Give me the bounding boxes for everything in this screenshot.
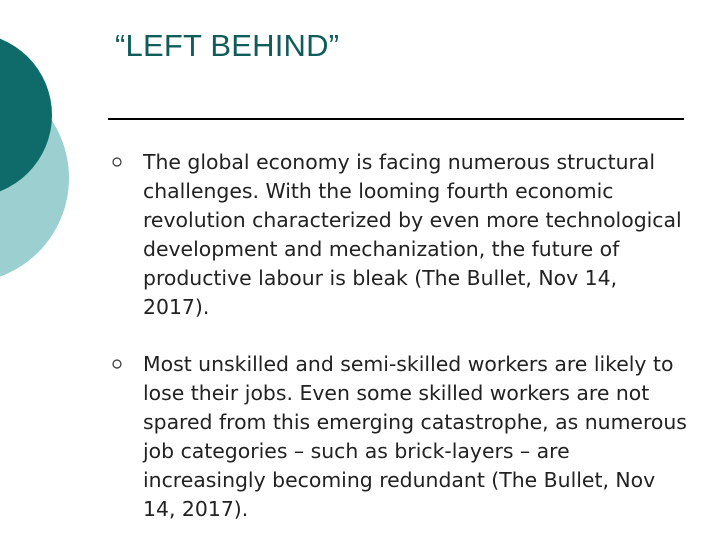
- bullet-text: Most unskilled and semi-skilled workers are likely to lose their jobs. Even some skilled workers are not spared from this emerging catastrophe, as numerous job categories – such as brick-layers – are increasingly becoming redundant (The Bullet, Nov 14, 2017).: [143, 352, 687, 521]
- decorative-circles: [0, 0, 80, 300]
- hollow-circle-bullet-icon: [112, 359, 122, 369]
- bullet-item: [112, 350, 687, 524]
- bullet-list: [112, 148, 687, 552]
- bullet-text: The global economy is facing numerous structural challenges. With the looming fourth economic revolution characterized by even more technological development and mechanization, the future of productive labour is bleak (The Bullet, Nov 14, 2017).: [143, 150, 682, 319]
- slide-title: “LEFT BEHIND”: [115, 28, 340, 63]
- bullet-item: [112, 148, 687, 322]
- hollow-circle-bullet-icon: [112, 157, 122, 167]
- title-divider: [108, 118, 684, 120]
